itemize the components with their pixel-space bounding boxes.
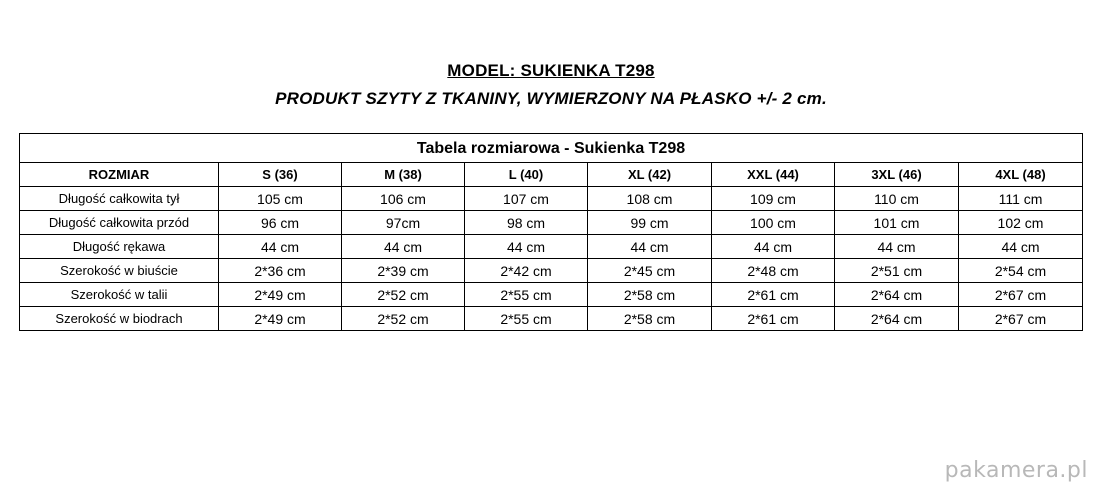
watermark-logo: pakamera.pl: [944, 458, 1088, 483]
table-cell: 100 cm: [712, 211, 835, 235]
table-cell: 44 cm: [465, 235, 588, 259]
row-label: Szerokość w talii: [20, 283, 219, 307]
table-cell: 44 cm: [959, 235, 1083, 259]
table-cell: 97cm: [342, 211, 465, 235]
table-cell: 2*36 cm: [219, 259, 342, 283]
table-cell: 2*55 cm: [465, 283, 588, 307]
table-cell: 101 cm: [835, 211, 959, 235]
row-label: Długość całkowita tył: [20, 187, 219, 211]
header-cell-size: L (40): [465, 163, 588, 187]
table-cell: 99 cm: [588, 211, 712, 235]
model-title: MODEL: SUKIENKA T298: [447, 61, 655, 80]
header-cell-size: 3XL (46): [835, 163, 959, 187]
row-label: Długość całkowita przód: [20, 211, 219, 235]
table-cell: 96 cm: [219, 211, 342, 235]
table-cell: 107 cm: [465, 187, 588, 211]
table-row: [20, 307, 1083, 331]
table-cell: 2*58 cm: [588, 307, 712, 331]
table-cell: 106 cm: [342, 187, 465, 211]
table-cell: 108 cm: [588, 187, 712, 211]
table-cell: 2*49 cm: [219, 283, 342, 307]
table-row: [20, 211, 1083, 235]
table-cell: 2*42 cm: [465, 259, 588, 283]
table-cell: 2*39 cm: [342, 259, 465, 283]
table-cell: 105 cm: [219, 187, 342, 211]
table-cell: 44 cm: [219, 235, 342, 259]
table-cell: 44 cm: [588, 235, 712, 259]
header-cell-size: 4XL (48): [959, 163, 1083, 187]
row-label: Szerokość w biuście: [20, 259, 219, 283]
table-cell: 44 cm: [342, 235, 465, 259]
table-cell: 2*45 cm: [588, 259, 712, 283]
table-cell: 44 cm: [712, 235, 835, 259]
table-cell: 111 cm: [959, 187, 1083, 211]
table-cell: 98 cm: [465, 211, 588, 235]
table-header-row: [20, 163, 1083, 187]
table-row: [20, 259, 1083, 283]
table-cell: 2*54 cm: [959, 259, 1083, 283]
table-title: Tabela rozmiarowa - Sukienka T298: [20, 134, 1083, 163]
size-table: [19, 133, 1083, 331]
table-cell: 2*49 cm: [219, 307, 342, 331]
table-cell: 2*52 cm: [342, 307, 465, 331]
table-cell: 2*64 cm: [835, 283, 959, 307]
table-cell: 44 cm: [835, 235, 959, 259]
table-cell: 2*48 cm: [712, 259, 835, 283]
table-cell: 2*67 cm: [959, 307, 1083, 331]
header-cell-size: XXL (44): [712, 163, 835, 187]
header-cell-size: XL (42): [588, 163, 712, 187]
table-cell: 109 cm: [712, 187, 835, 211]
table-cell: 2*58 cm: [588, 283, 712, 307]
table-cell: 110 cm: [835, 187, 959, 211]
table-row: [20, 187, 1083, 211]
table-cell: 2*51 cm: [835, 259, 959, 283]
table-title-row: [20, 134, 1083, 163]
row-label: Długość rękawa: [20, 235, 219, 259]
table-cell: 2*67 cm: [959, 283, 1083, 307]
header-cell-size: M (38): [342, 163, 465, 187]
row-label: Szerokość w biodrach: [20, 307, 219, 331]
table-cell: 2*52 cm: [342, 283, 465, 307]
table-cell: 2*61 cm: [712, 283, 835, 307]
table-cell: 102 cm: [959, 211, 1083, 235]
table-cell: 2*55 cm: [465, 307, 588, 331]
header-cell-rozmiar: ROZMIAR: [20, 163, 219, 187]
table-row: [20, 283, 1083, 307]
table-row: [20, 235, 1083, 259]
product-note: PRODUKT SZYTY Z TKANINY, WYMIERZONY NA PŁASKO +/- 2 cm.: [275, 89, 827, 108]
header-cell-size: S (36): [219, 163, 342, 187]
table-cell: 2*61 cm: [712, 307, 835, 331]
table-cell: 2*64 cm: [835, 307, 959, 331]
